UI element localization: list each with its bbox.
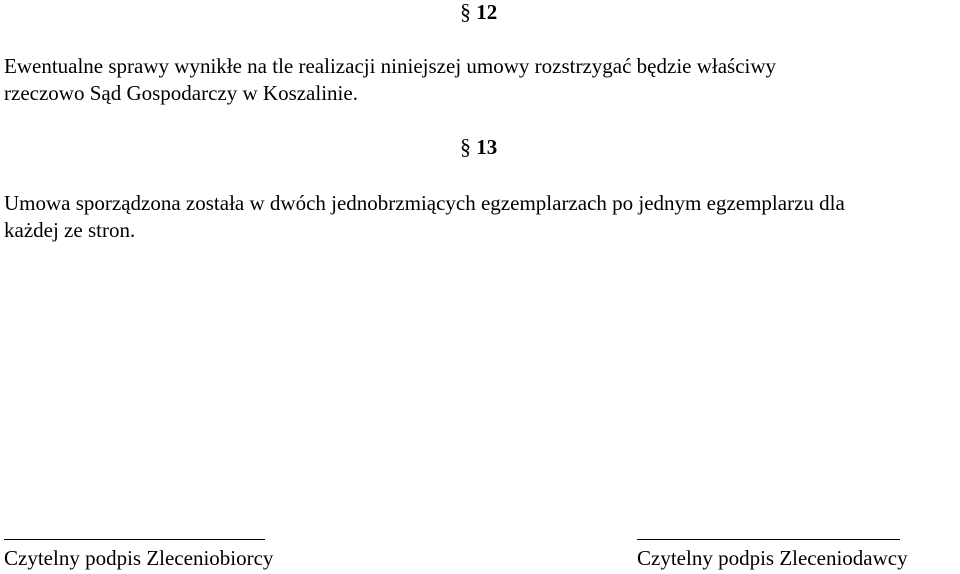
text-line: Umowa sporządzona została w dwóch jednobrzmiących egzemplarzach po jednym egzemplarzu dla: [4, 191, 845, 215]
section-12-text: [4, 53, 776, 107]
section-number: 12: [476, 0, 498, 24]
paragraph-sign: §: [460, 0, 471, 24]
section-13-heading: [460, 135, 497, 159]
section-number: 13: [476, 135, 498, 159]
section-12-heading: [460, 0, 497, 24]
signature-label-contractor: Czytelny podpis Zleceniobiorcy: [4, 546, 274, 570]
paragraph-sign: §: [460, 134, 471, 159]
text-line: każdej ze stron.: [4, 218, 136, 242]
signature-line-contractor: [4, 539, 265, 540]
signature-label-client: Czytelny podpis Zleceniodawcy: [637, 546, 908, 570]
signature-line-client: [637, 539, 900, 540]
text-line: rzeczowo Sąd Gospodarczy w Koszalinie.: [4, 81, 358, 105]
section-13-text: [4, 190, 845, 244]
text-line: Ewentualne sprawy wynikłe na tle realizacji niniejszej umowy rozstrzygać będzie właściwy: [4, 54, 777, 78]
